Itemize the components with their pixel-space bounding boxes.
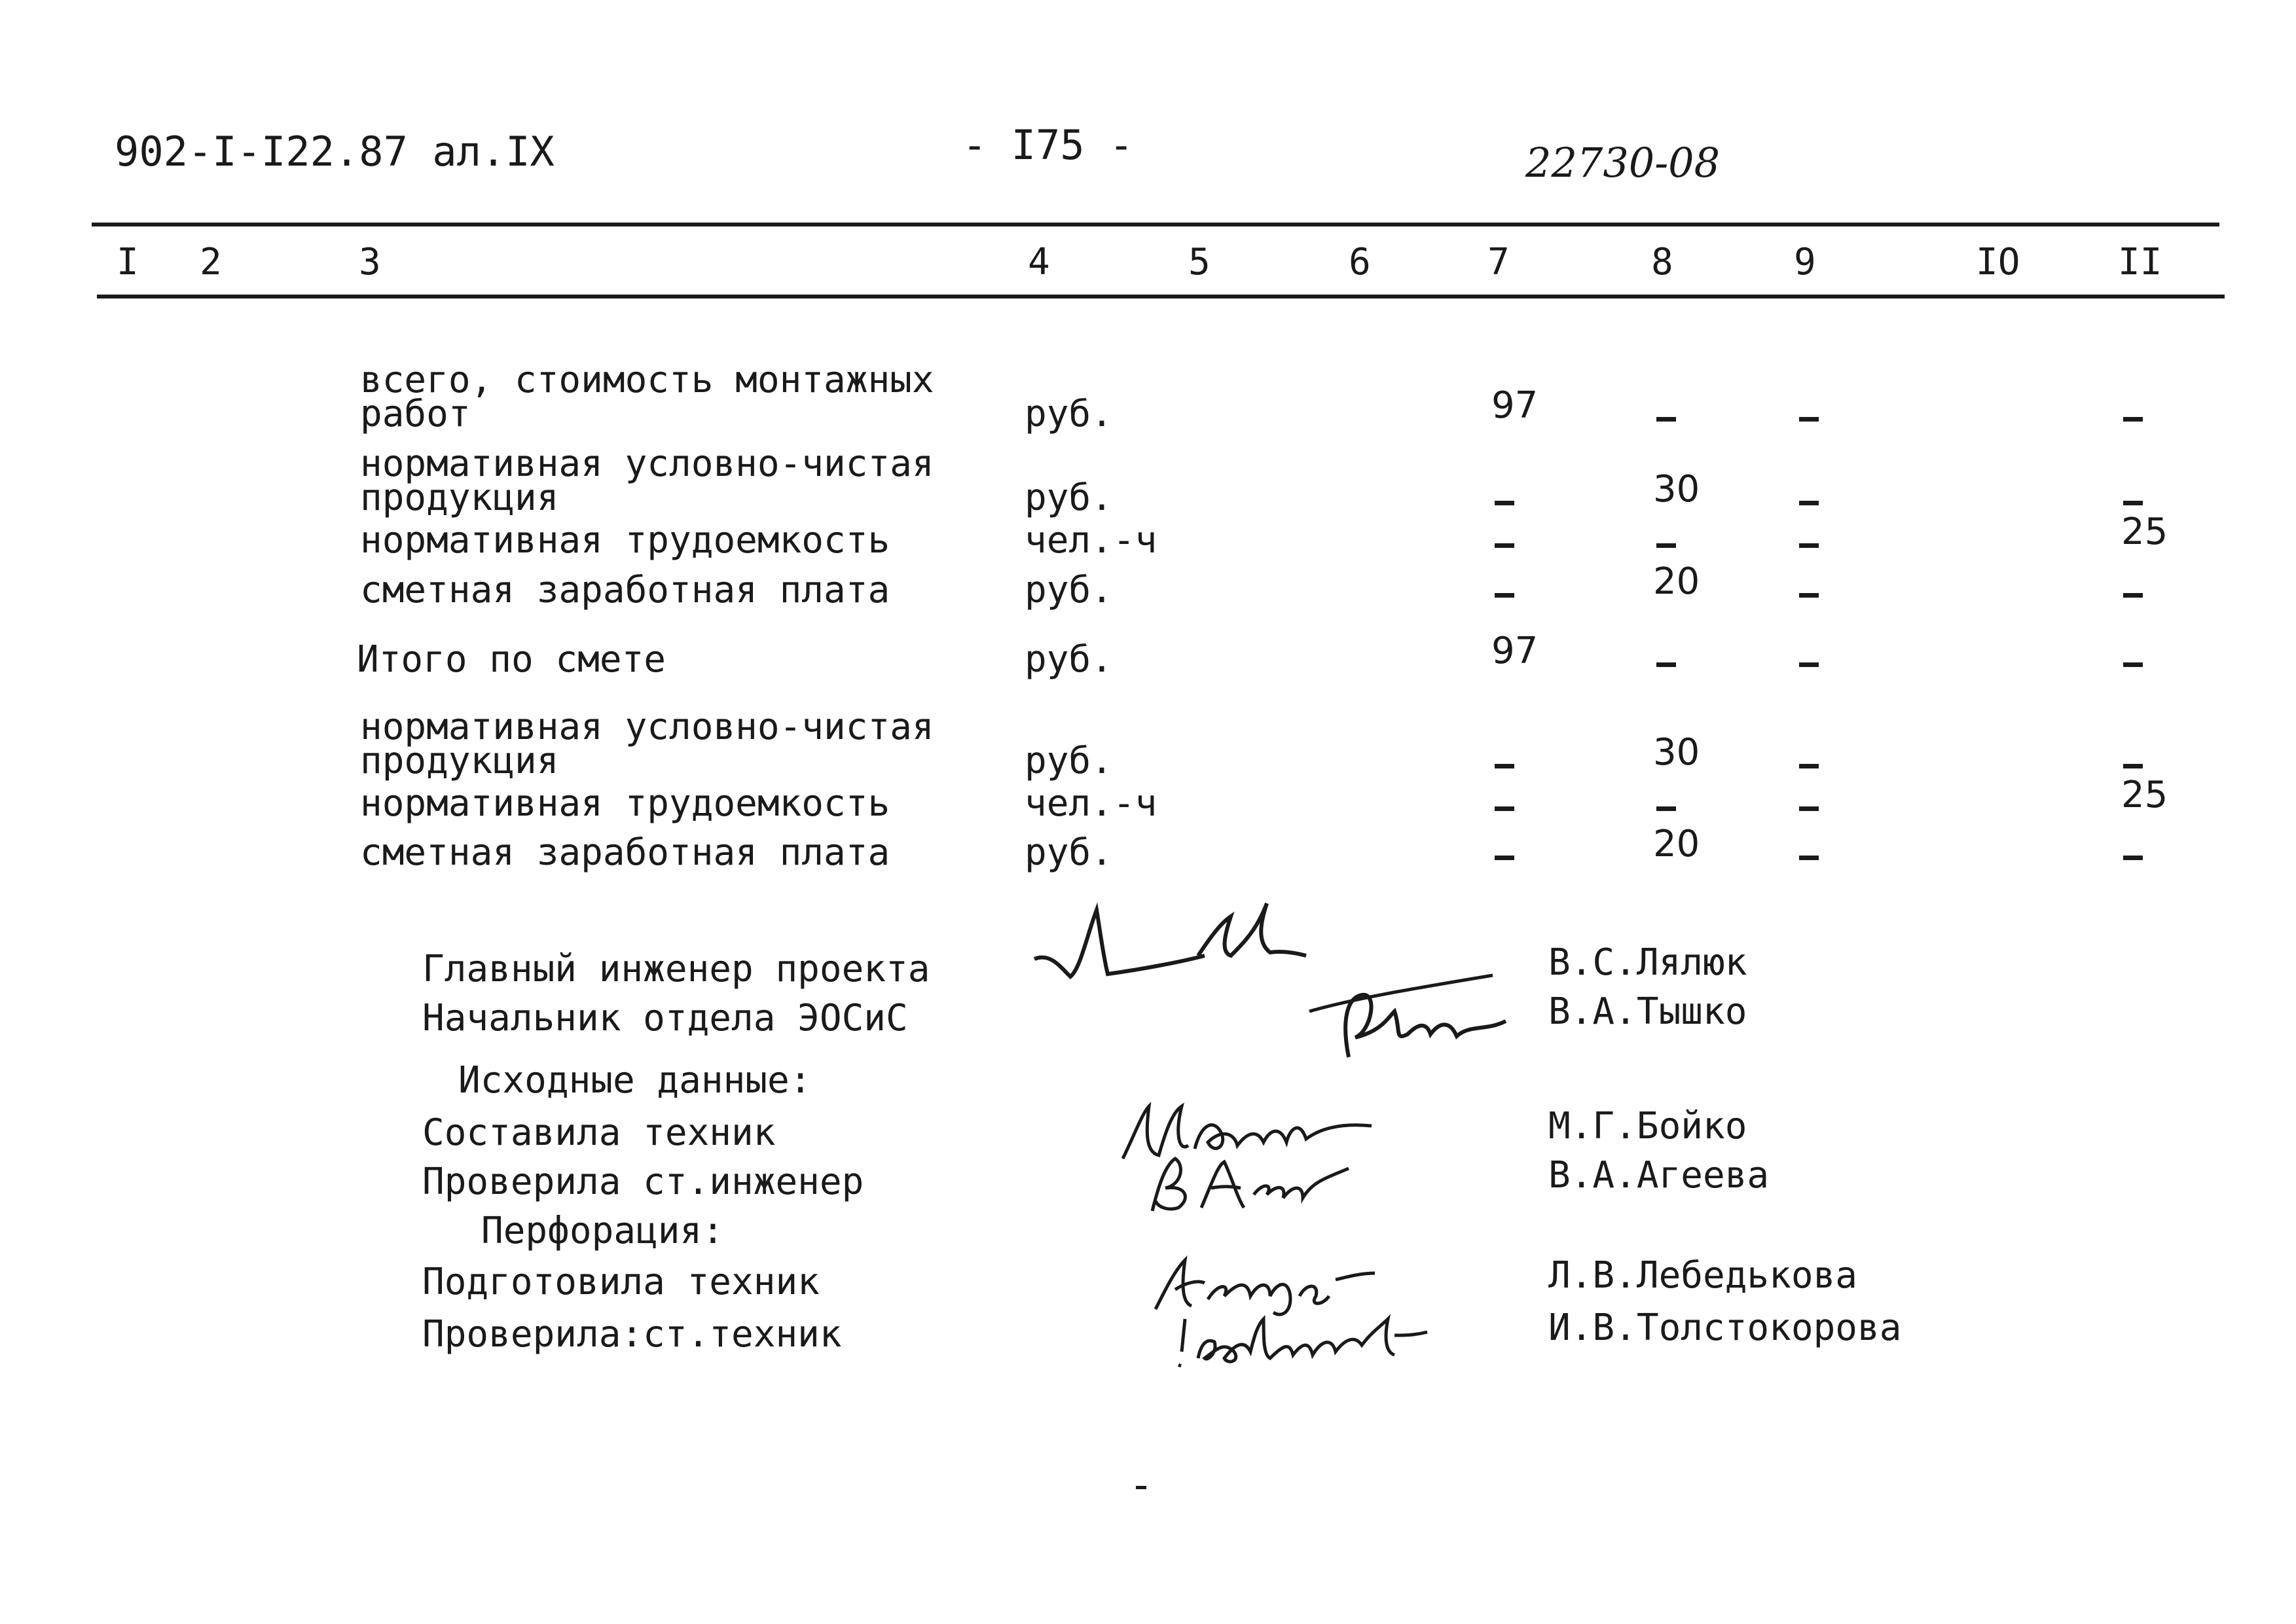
section-heading: Исходные данные: [458,1059,812,1102]
cell-c9 [1799,417,1819,422]
cell-c8 [1656,662,1676,667]
cell-c7 [1495,856,1514,860]
cell-c9 [1799,806,1819,811]
cell-c8: 30 [1653,468,1700,511]
cell-c7 [1495,501,1514,505]
row-unit: руб. [1025,831,1113,874]
signatory-role: Проверила:ст.техник [422,1313,842,1356]
signatory-role: Главный инженер проекта [422,948,930,990]
signatory-name: И.В.Толстокорова [1548,1307,1902,1349]
page-number: - I75 - [962,121,1134,169]
cell-c7 [1495,543,1514,548]
cell-c7: 97 [1491,630,1539,672]
signature-ageeva [1139,1146,1349,1220]
row-unit: руб. [1025,638,1113,681]
table-header-bottom-rule [97,295,2225,298]
row-description: сметная заработная плата [360,831,890,874]
row-unit: руб. [1025,393,1113,435]
column-header: I [117,241,139,283]
signatory-name: В.С.Лялюк [1548,941,1747,984]
cell-c9 [1799,501,1819,505]
cell-c9 [1799,662,1819,667]
column-header: 7 [1487,241,1510,283]
signatory-role: Проверила ст.инженер [422,1161,864,1203]
row-unit: чел.-ч [1025,782,1157,825]
signatory-role: Начальник отдела ЭОСиС [422,997,908,1039]
cell-c11: 25 [2121,511,2168,553]
cell-c11 [2123,662,2143,667]
column-header: II [2118,241,2162,283]
cell-c9 [1799,593,1819,598]
archive-number: 22730-08 [1525,139,1721,187]
row-unit: руб. [1025,477,1113,519]
row-description: нормативная трудоемкость [360,782,890,825]
row-description-cont: продукция [360,740,559,782]
cell-c11 [2123,417,2143,422]
cell-c9 [1799,856,1819,860]
row-description: сметная заработная плата [360,569,890,611]
signatory-name: М.Г.Бойко [1548,1105,1747,1147]
cell-c11 [2123,593,2143,598]
cell-c11 [2123,501,2143,505]
row-description-cont: продукция [360,477,559,519]
row-description-cont: работ [360,393,471,435]
row-description: всего, стоимость монтажных [360,359,934,401]
cell-c11 [2123,856,2143,860]
signatory-name: Л.В.Лебедькова [1548,1254,1858,1297]
cell-c8 [1656,417,1676,422]
cell-c8 [1656,543,1676,548]
signature-tyshko [1309,959,1525,1073]
cell-c11: 25 [2121,774,2168,816]
table-top-rule [92,223,2219,226]
cell-c9 [1799,764,1819,768]
row-description: нормативная трудоемкость [360,519,890,562]
column-header: 2 [200,241,222,283]
cell-c11 [2123,764,2143,768]
cell-c8: 20 [1653,560,1700,603]
section-heading: Перфорация: [481,1210,724,1252]
column-header: 5 [1188,241,1211,283]
row-description: нормативная условно-чистая [360,706,934,748]
column-header: 8 [1651,241,1673,283]
signatory-name: В.А.Агеева [1548,1154,1770,1197]
cell-c8 [1656,806,1676,811]
column-header: 6 [1349,241,1371,283]
signatory-name: В.А.Тышко [1548,990,1747,1033]
signature-tolstokorova [1178,1299,1427,1374]
row-unit: руб. [1025,569,1113,611]
stray-mark [1136,1486,1146,1489]
signatory-role: Подготовила техник [422,1261,820,1303]
row-description: нормативная условно-чистая [360,442,934,485]
document-code: 902-I-I22.87 ал.IX [115,128,555,175]
cell-c8: 20 [1653,823,1700,865]
column-header: 3 [359,241,381,283]
cell-c9 [1799,543,1819,548]
column-header: 9 [1794,241,1816,283]
column-header: 4 [1028,241,1050,283]
column-header: IO [1976,241,2020,283]
row-unit: чел.-ч [1025,519,1157,562]
cell-c7 [1495,593,1514,598]
cell-c7: 97 [1491,384,1539,427]
signatory-role: Составила техник [422,1111,776,1154]
cell-c7 [1495,764,1514,768]
row-description: Итого по смете [357,638,666,681]
cell-c8: 30 [1653,731,1700,774]
row-unit: руб. [1025,740,1113,782]
signature-lyaluk [1034,890,1309,991]
cell-c7 [1495,806,1514,811]
